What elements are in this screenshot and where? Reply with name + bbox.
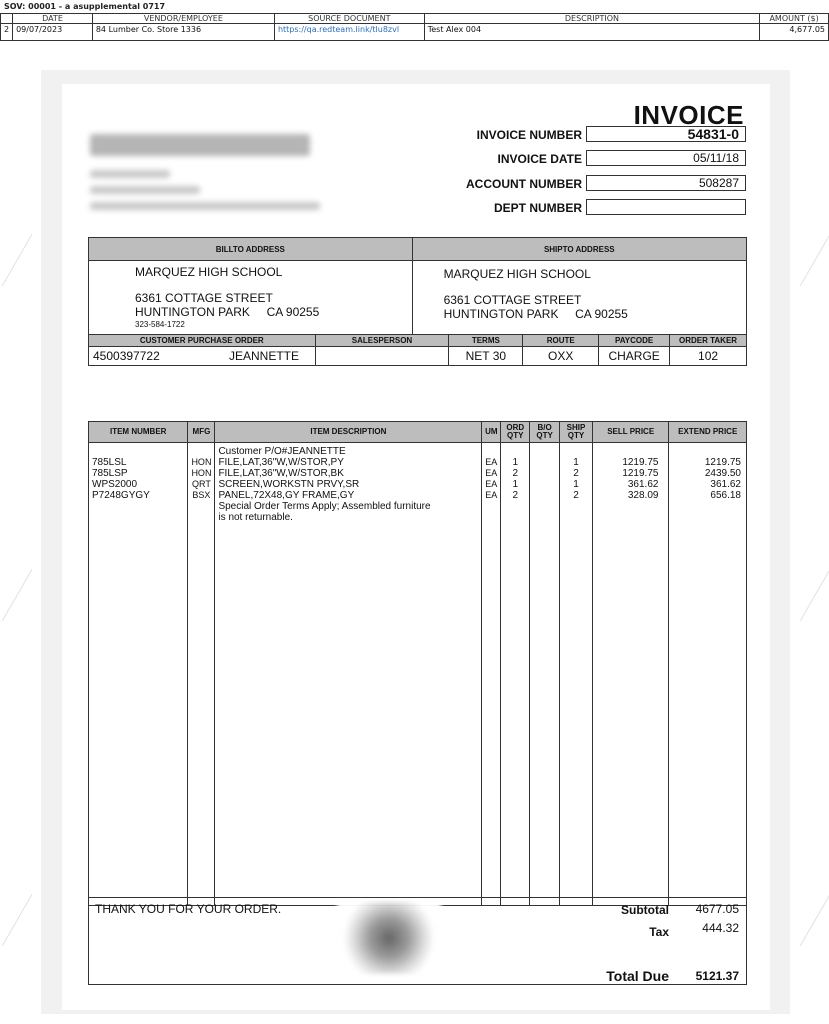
unit-measure: EA xyxy=(485,490,498,500)
extend-price: 361.62 xyxy=(710,479,741,490)
sell-price: 328.09 xyxy=(627,490,659,501)
po-header: CUSTOMER PURCHASE ORDER xyxy=(89,335,316,347)
redacted-contact-line xyxy=(90,202,320,210)
sov-header-description: DESCRIPTION xyxy=(424,14,759,24)
sov-header-vendor: VENDOR/EMPLOYEE xyxy=(92,14,274,24)
item-number: 785LSP xyxy=(92,468,128,479)
ship-qty: 2 xyxy=(573,468,579,479)
billto-header: BILLTO ADDRESS xyxy=(89,238,413,261)
sov-row[interactable] xyxy=(1,24,829,41)
shipto-city: HUNTINGTON PARK CA 90255 xyxy=(443,307,628,321)
ord-qty-header: ORD QTY xyxy=(501,422,530,443)
terms-header: TERMS xyxy=(449,335,523,347)
sov-row-description: Test Alex 004 xyxy=(424,24,759,41)
sell-price-column xyxy=(592,443,669,906)
invoice-date-label: INVOICE DATE xyxy=(497,152,582,166)
subtotal-value: 4677.05 xyxy=(695,902,739,916)
sov-header-amount: AMOUNT ($) xyxy=(760,14,829,24)
extend-price: 2439.50 xyxy=(704,468,741,479)
line-items-table xyxy=(88,421,747,906)
sell-price-header: SELL PRICE xyxy=(592,422,669,443)
order-taker-header: ORDER TAKER xyxy=(670,335,747,347)
address-table xyxy=(88,237,747,339)
mfg-header: MFG xyxy=(188,422,215,443)
extend-price-column xyxy=(669,443,747,906)
um-header: UM xyxy=(482,422,501,443)
tax-label: Tax xyxy=(649,925,669,939)
watermark-mark xyxy=(800,234,829,306)
route-header: ROUTE xyxy=(523,335,599,347)
sell-price: 361.62 xyxy=(627,479,659,490)
item-number: 785LSL xyxy=(92,457,127,468)
item-description-column xyxy=(215,443,482,906)
billto-phone: 323-584-1722 xyxy=(135,320,185,329)
total-due-value: 5121.37 xyxy=(695,969,739,983)
ord-qty-column xyxy=(501,443,530,906)
item-description: SCREEN,WORKSTN PRVY,SR xyxy=(218,479,360,490)
sov-row-amount: 4,677.05 xyxy=(760,24,829,41)
item-number-column xyxy=(89,443,188,906)
sov-header-date: DATE xyxy=(13,14,93,24)
sov-title: SOV: 00001 - a asupplemental 0717 xyxy=(4,2,166,11)
sov-header-index xyxy=(1,14,13,24)
thank-you-message: THANK YOU FOR YOUR ORDER. xyxy=(95,902,282,916)
invoice-date-value: 05/11/18 xyxy=(586,150,746,166)
ship-qty-column xyxy=(560,443,593,906)
extend-price: 1219.75 xyxy=(704,457,741,468)
invoice-page xyxy=(62,84,770,1010)
ship-qty-header: SHIP QTY xyxy=(560,422,593,443)
unit-measure: EA xyxy=(485,457,498,467)
sov-row-date: 09/07/2023 xyxy=(13,24,93,41)
mfg-code: QRT xyxy=(192,479,211,489)
shipto-name: MARQUEZ HIGH SCHOOL xyxy=(443,267,591,281)
mfg-column xyxy=(188,443,215,906)
extend-price: 656.18 xyxy=(710,490,741,501)
route-value: OXX xyxy=(523,347,599,366)
order-taker-value: 102 xyxy=(670,347,747,366)
account-number-label: ACCOUNT NUMBER xyxy=(466,177,582,191)
invoice-footer xyxy=(88,897,747,985)
terms-value: NET 30 xyxy=(449,347,523,366)
redacted-address-line xyxy=(90,170,170,178)
unit-measure: EA xyxy=(485,468,498,478)
ship-qty: 1 xyxy=(573,479,579,490)
item-number: P7248GYGY xyxy=(92,490,150,501)
billto-city: HUNTINGTON PARK CA 90255 xyxy=(135,305,320,319)
salesperson-header: SALESPERSON xyxy=(315,335,449,347)
po-cell xyxy=(89,347,316,366)
um-column xyxy=(482,443,501,906)
shipto-street: 6361 COTTAGE STREET xyxy=(443,293,582,307)
billto-name: MARQUEZ HIGH SCHOOL xyxy=(135,265,283,279)
billto-address xyxy=(89,261,413,339)
terms-note: is not returnable. xyxy=(218,512,293,523)
dept-number-value xyxy=(586,199,746,215)
shipto-header: SHIPTO ADDRESS xyxy=(412,238,746,261)
account-number-value: 508287 xyxy=(586,175,746,191)
ship-qty: 1 xyxy=(573,457,579,468)
po-name: JEANNETTE xyxy=(229,349,300,363)
customer-po-line: Customer P/O#JEANNETTE xyxy=(218,446,346,457)
invoice-heading: INVOICE xyxy=(633,100,744,130)
terms-note: Special Order Terms Apply; Assembled furniture xyxy=(218,501,431,512)
watermark-mark xyxy=(800,894,829,966)
po-number: 4500397722 xyxy=(93,349,160,363)
ship-qty: 2 xyxy=(573,490,579,501)
item-description-header: ITEM DESCRIPTION xyxy=(215,422,482,443)
item-description: FILE,LAT,36"W,W/STOR,PY xyxy=(218,457,344,468)
paycode-value: CHARGE xyxy=(599,347,670,366)
sov-row-source-link[interactable]: https://qa.redteam.link/tlu8zvl xyxy=(274,24,424,41)
mfg-code: HON xyxy=(191,468,212,478)
mfg-code: BSX xyxy=(192,490,211,500)
ord-qty: 2 xyxy=(512,468,519,479)
sov-row-index: 2 xyxy=(1,24,13,41)
unit-measure: EA xyxy=(485,479,498,489)
redacted-signature xyxy=(337,902,441,974)
sell-price: 1219.75 xyxy=(622,457,659,468)
item-number-header: ITEM NUMBER xyxy=(89,422,188,443)
redacted-address-line xyxy=(90,186,200,194)
order-table xyxy=(88,334,747,366)
bo-qty-column xyxy=(530,443,560,906)
billto-street: 6361 COTTAGE STREET xyxy=(135,291,273,305)
invoice-number-label: INVOICE NUMBER xyxy=(476,128,582,142)
mfg-code: HON xyxy=(191,457,212,467)
item-number: WPS2000 xyxy=(92,479,138,490)
watermark-mark xyxy=(800,569,829,641)
sov-table xyxy=(0,13,829,41)
sov-header-source: SOURCE DOCUMENT xyxy=(274,14,424,24)
item-description: FILE,LAT,36"W,W/STOR,BK xyxy=(218,468,344,479)
ord-qty: 1 xyxy=(512,479,519,490)
ord-qty: 2 xyxy=(512,490,519,501)
subtotal-label: Subtotal xyxy=(621,903,669,917)
paycode-header: PAYCODE xyxy=(599,335,670,347)
redacted-company-name xyxy=(90,134,310,156)
shipto-address xyxy=(412,261,746,339)
invoice-number-value: 54831-0 xyxy=(586,126,746,142)
sell-price: 1219.75 xyxy=(622,468,659,479)
dept-number-label: DEPT NUMBER xyxy=(493,201,582,215)
ord-qty: 1 xyxy=(512,457,519,468)
salesperson-value xyxy=(315,347,449,366)
sov-row-vendor: 84 Lumber Co. Store 1336 xyxy=(92,24,274,41)
tax-value: 444.32 xyxy=(702,921,739,935)
item-description: PANEL,72X48,GY FRAME,GY xyxy=(218,490,355,501)
extend-price-header: EXTEND PRICE xyxy=(669,422,747,443)
total-due-label: Total Due xyxy=(606,968,669,984)
bo-qty-header: B/O QTY xyxy=(530,422,560,443)
sov-header-row xyxy=(1,14,829,24)
